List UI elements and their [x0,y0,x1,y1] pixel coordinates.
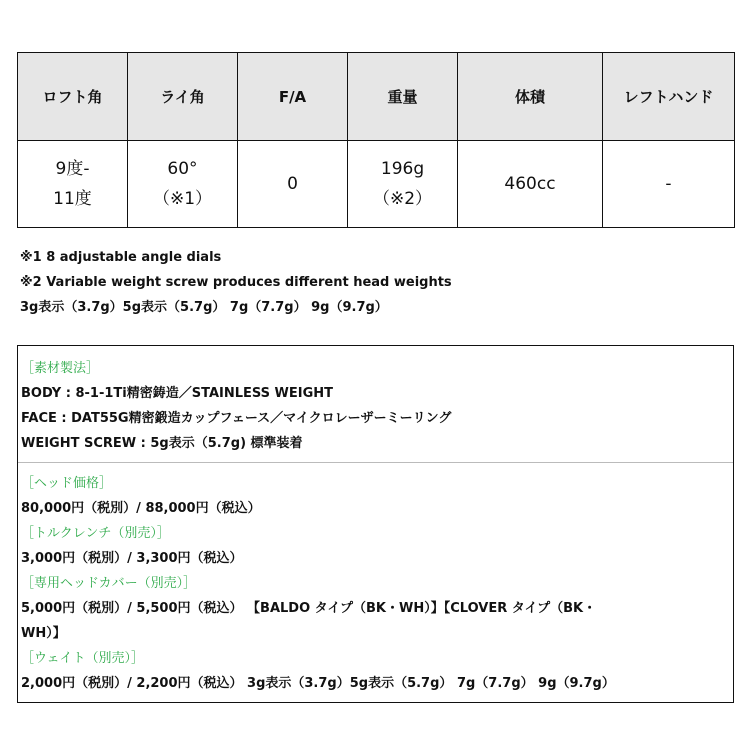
spec-table [17,52,735,228]
cell-line: 11度 [53,189,92,209]
cell-line: （※2） [372,189,433,209]
headcover-heading: ［専用ヘッドカバー（別売）］ [21,576,197,591]
headcover-price-cont: WH）】 [21,626,66,641]
note-1: ※1 8 adjustable angle dials [20,250,222,265]
header-left-hand: レフトハンド [603,53,735,141]
material-line: WEIGHT SCREW : 5g表示（5.7g) 標準装着 [21,436,303,451]
cell-fa: 0 [238,141,348,228]
table-row [18,141,735,228]
table-header-row [18,53,735,141]
material-line: FACE : DAT55G精密鍛造カップフェース／マイクロレーザーミーリング [21,411,452,426]
cell-weight [348,141,458,228]
weight-heading: ［ウェイト（別売）］ [21,651,144,666]
materials-section [18,346,733,463]
cell-line: （※1） [152,189,213,209]
footnotes [20,245,452,320]
cell-line: 9度- [55,159,90,179]
prices-section [18,463,733,696]
cell-lie [128,141,238,228]
header-volume: 体積 [458,53,603,141]
wrench-heading: ［トルクレンチ（別売）］ [21,526,170,541]
material-line: BODY : 8-1-1Ti精密鋳造／STAINLESS WEIGHT [21,386,334,401]
details-box [17,345,734,703]
note-2: ※2 Variable weight screw produces different head weights [20,275,452,290]
head-price-heading: ［ヘッド価格］ [21,476,113,491]
headcover-price: 5,000円（税別）/ 5,500円（税込） 【BALDO タイプ（BK・WH）】【CLOVER タイプ（BK・ [21,601,597,616]
cell-loft [18,141,128,228]
header-fa: F/A [238,53,348,141]
header-loft: ロフト角 [18,53,128,141]
weight-price: 2,000円（税別）/ 2,200円（税込） 3g表示（3.7g）5g表示（5.7g） 7g（7.7g） 9g（9.7g） [21,676,615,691]
wrench-price: 3,000円（税別）/ 3,300円（税込） [21,551,243,566]
header-weight: 重量 [348,53,458,141]
materials-heading: ［素材製法］ [21,361,100,376]
cell-volume: 460cc [458,141,603,228]
cell-line: 60° [167,159,198,179]
cell-line: 196g [380,159,425,179]
cell-left-hand: - [603,141,735,228]
note-3: 3g表示（3.7g）5g表示（5.7g） 7g（7.7g） 9g（9.7g） [20,300,388,315]
header-lie: ライ角 [128,53,238,141]
head-price: 80,000円（税別）/ 88,000円（税込） [21,501,261,516]
